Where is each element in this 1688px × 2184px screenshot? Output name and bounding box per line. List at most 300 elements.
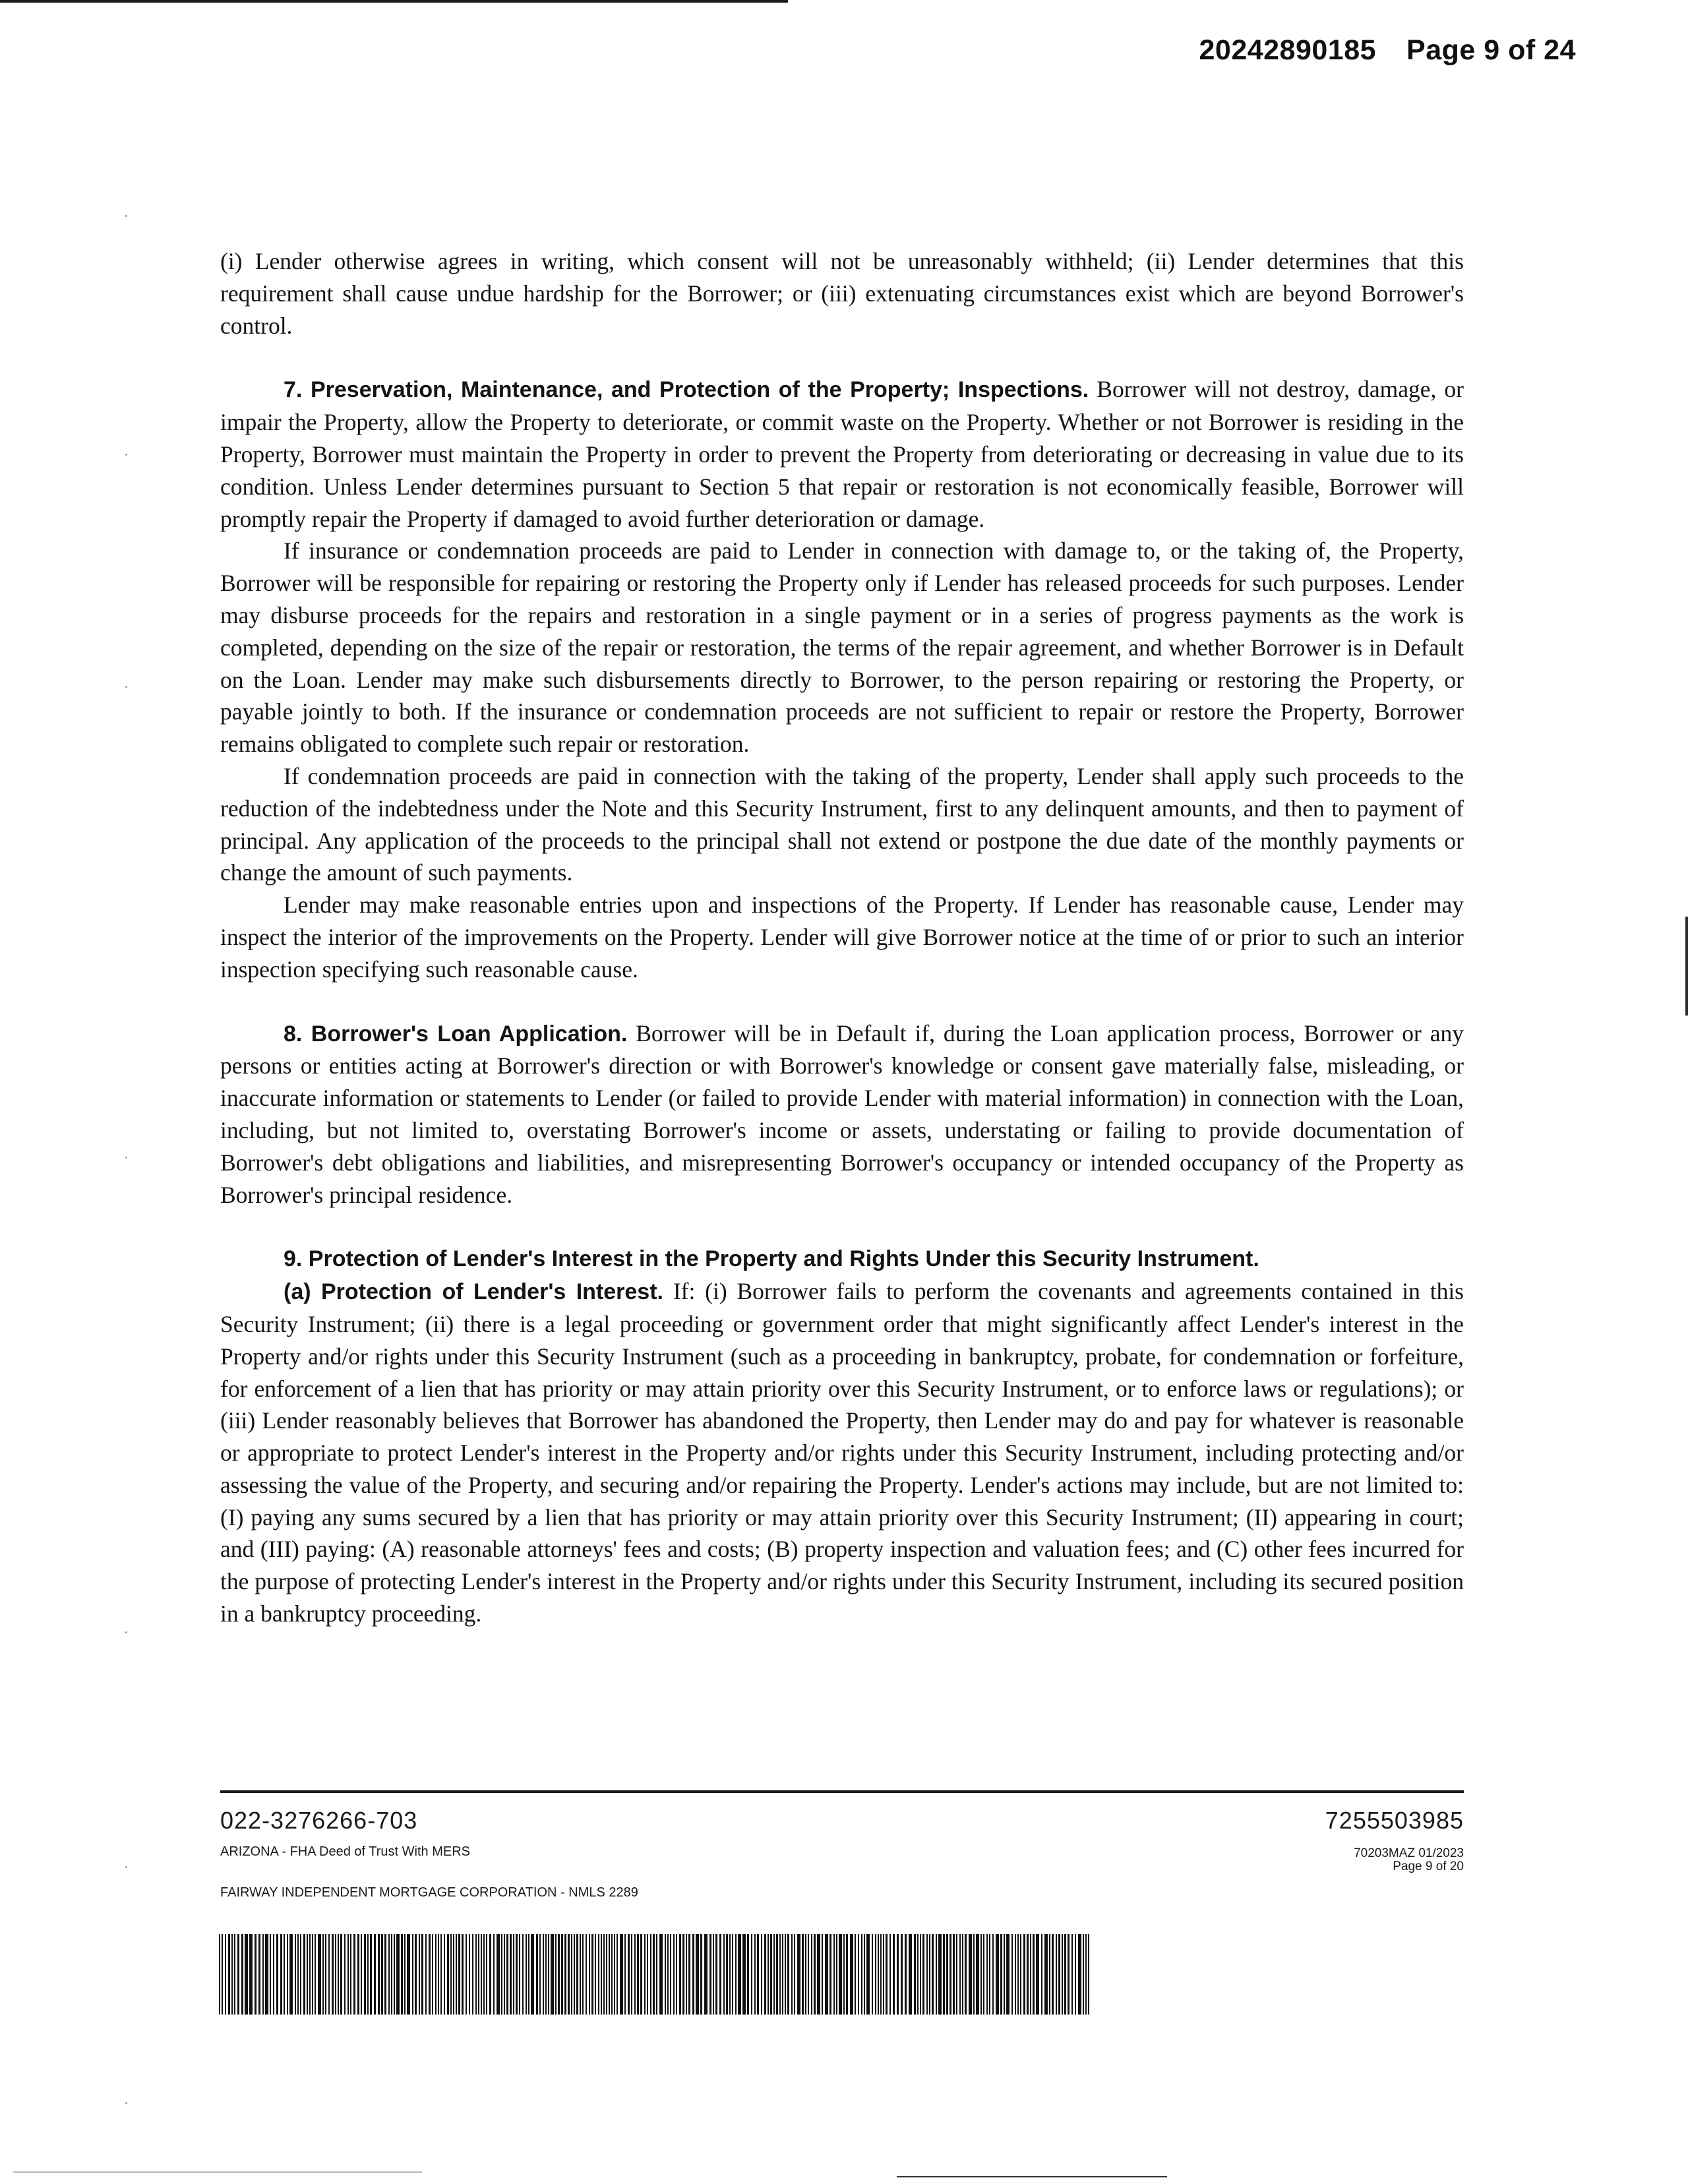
barcode-bar: [367, 1934, 369, 2015]
barcode-bar: [742, 1934, 746, 2015]
barcode-bar: [300, 1934, 301, 2015]
barcode-bar: [539, 1934, 541, 2015]
barcode-bar: [679, 1934, 681, 2015]
barcode-bar: [866, 1934, 870, 2015]
barcode-bar: [1044, 1934, 1048, 2015]
barcode-bar: [650, 1934, 651, 2015]
barcode-bar: [943, 1934, 945, 2015]
barcode-bar: [872, 1934, 873, 2015]
barcode-bar: [805, 1934, 806, 2015]
barcode-bar: [1027, 1934, 1029, 2015]
barcode-bar: [280, 1934, 282, 2015]
barcode-bar: [624, 1934, 626, 2015]
barcode-bar: [315, 1934, 316, 2015]
barcode-bar: [510, 1934, 512, 2015]
barcode-bar: [364, 1934, 366, 2015]
barcode-bar: [953, 1934, 955, 2015]
barcode-bar: [361, 1934, 362, 2015]
barcode-bar: [545, 1934, 547, 2015]
barcode-bar: [989, 1934, 990, 2015]
company-name: FAIRWAY INDEPENDENT MORTGAGE CORPORATION - NMLS 2289: [220, 1885, 638, 1900]
barcode-bar: [973, 1934, 975, 2015]
continued-paragraph: (i) Lender otherwise agrees in writing, which consent will not be unreasonably withheld; (ii) Lender determines that this requirement shall cause undue hardship for the Borrower; or (iii) extenuating circumstances exist which are beyond Borrower's control.: [220, 248, 1464, 339]
barcode-bar: [950, 1934, 951, 2015]
barcode-bar: [822, 1934, 823, 2015]
barcode-bar: [1036, 1934, 1039, 2015]
barcode-bar: [582, 1934, 584, 2015]
barcode-bar: [747, 1934, 749, 2015]
barcode-bar: [779, 1934, 781, 2015]
barcode-bar: [782, 1934, 783, 2015]
barcode-bar: [682, 1934, 684, 2015]
barcode-bar: [808, 1934, 809, 2015]
barcode-bar: [864, 1934, 865, 2015]
barcode-bar: [574, 1934, 575, 2015]
barcode-bar: [797, 1934, 800, 2015]
barcode-bar: [370, 1934, 372, 2015]
barcode-bar: [1075, 1934, 1076, 2015]
barcode-bar: [1030, 1934, 1031, 2015]
barcode-bar: [340, 1934, 342, 2015]
barcode-bar: [785, 1934, 786, 2015]
barcode-bar: [328, 1934, 330, 2015]
barcode-bar: [855, 1934, 856, 2015]
barcode-bar: [548, 1934, 549, 2015]
barcode-bar: [757, 1934, 759, 2015]
barcode-bar: [440, 1934, 442, 2015]
section-7-text-1: Borrower will not destroy, damage, or impair the Property, allow the Property to deteriorate, or commit waste on the Property. Whether or not Borrower is residing in the Property, Borrower must maintain the Property in order to prevent the Property from deteriorating or decreasing in value due to its condition. Unless Lender determines pursuant to Section 5 that repair or restoration is not economically feasible, Borrower will promptly repair the Property if damaged to avoid further deterioration or damage.: [220, 376, 1464, 532]
top-scan-rule: [0, 0, 788, 3]
barcode-bar: [914, 1934, 916, 2015]
barcode-bar: [415, 1934, 417, 2015]
barcode-bar: [754, 1934, 756, 2015]
form-page: Page 9 of 20: [1393, 1860, 1464, 1873]
barcode-bar: [338, 1934, 339, 2015]
barcode-bar: [568, 1934, 570, 2015]
barcode-bar: [312, 1934, 313, 2015]
barcode-bar: [222, 1934, 223, 2015]
barcode-bar: [729, 1934, 731, 2015]
barcode-bar: [811, 1934, 812, 2015]
barcode-bar: [920, 1934, 921, 2015]
barcode-bar: [598, 1934, 599, 2015]
barcode-bar: [611, 1934, 613, 2015]
section-7-paragraph-4: Lender may make reasonable entries upon and inspections of the Property. If Lender has reasonable cause, Lender may inspect the interior of the improvements on the Property. Lender will give Borrower notice at the time of or prior to such an interior inspection specifying such reasonable cause.: [220, 892, 1464, 983]
barcode-bar: [543, 1934, 544, 2015]
barcode-bar: [1058, 1934, 1060, 2015]
barcode-bar: [332, 1934, 334, 2015]
section-9-heading: 9. Protection of Lender's Interest in the Property and Rights Under this Security Instrument.: [284, 1246, 1259, 1272]
barcode-bar: [322, 1934, 324, 2015]
barcode-bar: [969, 1934, 972, 2015]
barcode-bar: [1078, 1934, 1081, 2015]
barcode-bar: [450, 1934, 452, 2015]
barcode-bar: [344, 1934, 346, 2015]
section-8-paragraph: [220, 1017, 1464, 1211]
barcode-bar: [522, 1934, 524, 2015]
barcode-bar: [458, 1934, 460, 2015]
section-9a-heading: (a) Protection of Lender's Interest.: [284, 1279, 663, 1305]
barcode-bar: [576, 1934, 578, 2015]
barcode-bar: [265, 1934, 268, 2015]
barcode-bar: [726, 1934, 728, 2015]
barcode-bar: [453, 1934, 454, 2015]
barcode-bar: [751, 1934, 752, 2015]
barcode-bar: [1083, 1934, 1084, 2015]
barcode-bar: [295, 1934, 296, 2015]
barcode-bar: [241, 1934, 243, 2015]
section-9-heading-line: [220, 1242, 1464, 1275]
barcode-bar: [262, 1934, 264, 2015]
barcode-bar: [493, 1934, 495, 2015]
barcode-bar: [1041, 1934, 1042, 2015]
barcode-bar: [644, 1934, 646, 2015]
barcode-bar: [1015, 1934, 1016, 2015]
barcode-bar: [901, 1934, 903, 2015]
barcode-bar: [419, 1934, 420, 2015]
barcode-bar: [829, 1934, 831, 2015]
barcode-bar: [483, 1934, 485, 2015]
barcode-bar: [421, 1934, 423, 2015]
barcode-bar: [938, 1934, 942, 2015]
barcode-bar: [1020, 1934, 1021, 2015]
barcode-bar: [962, 1934, 963, 2015]
barcode-bar: [394, 1934, 395, 2015]
barcode-bar: [764, 1934, 766, 2015]
barcode-bar: [528, 1934, 529, 2015]
barcode-bar: [378, 1934, 380, 2015]
barcode-bar: [893, 1934, 895, 2015]
barcode-bar: [555, 1934, 557, 2015]
barcode-bar: [335, 1934, 336, 2015]
barcode-bar: [825, 1934, 828, 2015]
barcode-bar: [225, 1934, 226, 2015]
barcode-bar: [647, 1934, 648, 2015]
barcode-bar: [719, 1934, 721, 2015]
barcode-bar: [237, 1934, 239, 2015]
barcode-bar: [839, 1934, 842, 2015]
barcode-bar: [880, 1934, 882, 2015]
barcode-bar: [1000, 1934, 1002, 2015]
barcode-bar: [1017, 1934, 1019, 2015]
section-7-paragraph-2: If insurance or condemnation proceeds are paid to Lender in connection with damage to, or the taking of, the Property, Borrower will be responsible for repairing or restoring the Property only if Lender has released proceeds for such purposes. Lender may disburse proceeds for the repairs and restoration in a single payment or in a series of progress payments as the work is completed, depending on the size of the repair or restoration, the terms of the repair agreement, and whether Borrower is in Default on the Loan. Lender may make such disbursements directly to Borrower, to the person repairing or restoring the Property, or payable jointly to both. If the insurance or condemnation proceeds are not sufficient to repair or restore the Property, Borrower remains obligated to complete such repair or restoration.: [220, 537, 1464, 758]
barcode-bar: [773, 1934, 775, 2015]
barcode-bar: [1033, 1934, 1035, 2015]
barcode-bar: [886, 1934, 888, 2015]
barcode-bar: [976, 1934, 979, 2015]
barcode-bar: [497, 1934, 500, 2015]
section-7-heading: 7. Preservation, Maintenance, and Protection of the Property; Inspections.: [284, 377, 1089, 403]
barcode-bar: [586, 1934, 587, 2015]
barcode-bar: [1071, 1934, 1073, 2015]
barcode-bar: [429, 1934, 431, 2015]
barcode-bar: [696, 1934, 699, 2015]
margin-speck: [125, 1866, 127, 1868]
barcode-bar: [347, 1934, 349, 2015]
barcode-bar: [704, 1934, 708, 2015]
loan-number: 022-3276266-703: [220, 1807, 418, 1834]
barcode-bar: [284, 1934, 285, 2015]
barcode-bar: [628, 1934, 630, 2015]
barcode-bar: [456, 1934, 457, 2015]
barcode-bar: [983, 1934, 984, 2015]
barcode-bar: [401, 1934, 403, 2015]
barcode-bar: [388, 1934, 390, 2015]
margin-speck: [125, 1631, 127, 1633]
barcode-bar: [850, 1934, 853, 2015]
barcode-bar: [861, 1934, 862, 2015]
barcode-bar: [303, 1934, 305, 2015]
barcode-bar: [606, 1934, 607, 2015]
barcode-bar: [1006, 1934, 1010, 2015]
barcode-bar: [637, 1934, 639, 2015]
barcode-bar: [814, 1934, 816, 2015]
section-9a-text: If: (i) Borrower fails to perform the covenants and agreements contained in this Security Instrument; (ii) there is a legal proceeding or government order that might significantly affect Lender's interest in the Property and/or rights under this Security Instrument (such as a proceeding in bankruptcy, probate, for condemnation or forfeiture, for enforcement of a lien that has priority or may attain priority over this Security Instrument, or to enforce laws or regulations); or (iii) Lender reasonably believes that Borrower has abandoned the Property, then Lender may do and pay for whatever is reasonable or appropriate to protect Lender's interest in the Property and/or rights under this Security Instrument, including protecting and/or assessing the value of the Property, and securing and/or repairing the Property. Lender's actions may include, but are not limited to: (I) paying any sums secured by a lien that has priority or may attain priority over this Security Instrument; (II) appearing in court; and (III) paying: (A) reasonable attorneys' fees and costs; (B) property inspection and valuation fees; and (C) other fees incurred for the purpose of protecting Lender's interest in the Property and/or rights under this Security Instrument, including its secured position in a bankruptcy proceeding.: [220, 1278, 1464, 1627]
barcode-bar: [761, 1934, 762, 2015]
barcode-bar: [1056, 1934, 1057, 2015]
barcode-bar: [384, 1934, 386, 2015]
section-7-paragraph-3: If condemnation proceeds are paid in connection with the taking of the property, Lender shall apply such proceeds to the reduction of the indebtedness under the Note and this Security Instrument, first to any delinquent amounts, and then to payment of principal. Any application of the proceeds to the principal shall not extend or postpone the due date of the monthly payments or change the amount of such payments.: [220, 762, 1464, 886]
barcode-bar: [270, 1934, 271, 2015]
form-code-block: [1354, 1847, 1464, 1873]
document-body: [220, 245, 1464, 1630]
barcode-bar: [634, 1934, 636, 2015]
barcode-bar: [595, 1934, 596, 2015]
barcode-bar: [276, 1934, 278, 2015]
barcode-bar: [732, 1934, 733, 2015]
barcode-bar: [770, 1934, 772, 2015]
barcode-bar: [307, 1934, 308, 2015]
bottom-scan-rule: [897, 2176, 1167, 2177]
barcode-bar: [959, 1934, 961, 2015]
barcode-bar: [1052, 1934, 1054, 2015]
barcode-bar: [309, 1934, 311, 2015]
barcode-bar: [536, 1934, 538, 2015]
barcode-bar: [878, 1934, 879, 2015]
barcode-bar: [875, 1934, 876, 2015]
barcode-bar: [802, 1934, 804, 2015]
barcode-bar: [1011, 1934, 1013, 2015]
barcode-bar: [435, 1934, 437, 2015]
barcode-bar: [531, 1934, 534, 2015]
barcode-bar: [817, 1934, 820, 2015]
barcode-bar: [438, 1934, 439, 2015]
barcode-bar: [325, 1934, 326, 2015]
barcode-bar: [980, 1934, 982, 2015]
barcode-bar: [228, 1934, 230, 2015]
section-7-paragraph-1: [220, 373, 1464, 535]
barcode-bar: [231, 1934, 233, 2015]
barcode-bar: [273, 1934, 274, 2015]
barcode-bar: [614, 1934, 615, 2015]
barcode-bar: [673, 1934, 675, 2015]
barcode-bar: [883, 1934, 884, 2015]
barcode-bar: [462, 1934, 464, 2015]
barcode-bar: [249, 1934, 253, 2015]
barcode-bar: [571, 1934, 572, 2015]
barcode-bar: [965, 1934, 967, 2015]
margin-speck: [125, 2102, 127, 2104]
barcode-bar: [1062, 1934, 1063, 2015]
barcode-bar: [219, 1934, 220, 2015]
barcode-bar: [715, 1934, 717, 2015]
margin-speck: [125, 215, 127, 217]
barcode-bar: [506, 1934, 508, 2015]
margin-speck: [125, 1157, 127, 1159]
barcode-bar: [1064, 1934, 1066, 2015]
barcode-bar: [768, 1934, 769, 2015]
barcode-bar: [936, 1934, 937, 2015]
barcode-bar: [501, 1934, 502, 2015]
barcode-bar: [432, 1934, 433, 2015]
form-code: 70203MAZ 01/2023: [1354, 1846, 1464, 1860]
barcode-bar: [833, 1934, 835, 2015]
barcode-bar: [287, 1934, 288, 2015]
barcode-bar: [551, 1934, 554, 2015]
barcode-bar: [926, 1934, 928, 2015]
barcode-bar: [469, 1934, 470, 2015]
barcode-bar: [692, 1934, 694, 2015]
section-8-heading: 8. Borrower's Loan Application.: [284, 1021, 628, 1046]
margin-speck: [125, 454, 127, 456]
barcode-bar: [1085, 1934, 1087, 2015]
bottom-scan-rule: [13, 2171, 422, 2173]
barcode-bar: [519, 1934, 520, 2015]
barcode-bar: [444, 1934, 445, 2015]
barcode-bar: [791, 1934, 793, 2015]
barcode-bar: [992, 1934, 994, 2015]
barcode-bar: [234, 1934, 235, 2015]
barcode-bar: [391, 1934, 392, 2015]
barcode-bar: [670, 1934, 671, 2015]
barcode-bar: [601, 1934, 602, 2015]
barcode-bar: [917, 1934, 919, 2015]
barcode-bar: [472, 1934, 473, 2015]
barcode-bar: [289, 1934, 293, 2015]
barcode-bar: [374, 1934, 376, 2015]
barcode-bar: [561, 1934, 563, 2015]
barcode-bar: [946, 1934, 948, 2015]
margin-speck: [125, 686, 127, 688]
barcode-bar: [486, 1934, 487, 2015]
barcode-bar: [396, 1934, 400, 2015]
barcode-bar: [631, 1934, 632, 2015]
barcode-bar: [905, 1934, 907, 2015]
scan-edge-mark: [1685, 917, 1688, 1016]
recording-number: 20242890185: [1199, 34, 1377, 66]
barcode-bar: [589, 1934, 590, 2015]
barcode-bar: [258, 1934, 260, 2015]
section-8-text: Borrower will be in Default if, during the Loan application process, Borrower or any persons or entities acting at Borrower's direction or with Borrower's knowledge or consent gave materially false, misleading, or inaccurate information or statements to Lender (or failed to provide Lender with material information) in connection with the Loan, including, but not limited to, overstating Borrower's income or assets, understating or failing to provide documentation of Borrower's debt obligations and liabilities, and misrepresenting Borrower's occupancy or intended occupancy of the Property as Borrower's principal residence.: [220, 1019, 1464, 1208]
barcode-bar: [922, 1934, 924, 2015]
barcode-bar: [580, 1934, 581, 2015]
barcode-bar: [1049, 1934, 1050, 2015]
barcode-bar: [516, 1934, 518, 2015]
barcode-bar: [350, 1934, 351, 2015]
barcode-bar: [564, 1934, 566, 2015]
barcode-bar: [686, 1934, 687, 2015]
barcode-bar: [1068, 1934, 1070, 2015]
barcode-bar: [255, 1934, 256, 2015]
barcode-bar: [735, 1934, 737, 2015]
barcode-bar: [504, 1934, 505, 2015]
barcode-bar: [676, 1934, 677, 2015]
barcode-bar: [489, 1934, 491, 2015]
barcode-bar: [357, 1934, 359, 2015]
barcode-bar: [794, 1934, 795, 2015]
barcode-bar: [659, 1934, 663, 2015]
barcode-bar: [404, 1934, 406, 2015]
barcode-bar: [1023, 1934, 1025, 2015]
barcode-bar: [667, 1934, 669, 2015]
barcode-bar: [909, 1934, 912, 2015]
barcode-bar: [986, 1934, 988, 2015]
recording-page: Page 9 of 24: [1406, 34, 1576, 66]
barcode-bar: [407, 1934, 410, 2015]
barcode-bar: [843, 1934, 845, 2015]
barcode-bar: [609, 1934, 610, 2015]
barcode-bar: [709, 1934, 711, 2015]
barcode-bar: [478, 1934, 479, 2015]
barcode-bar: [412, 1934, 413, 2015]
barcode-bar: [996, 1934, 999, 2015]
barcode-bar: [526, 1934, 527, 2015]
barcode-bar: [932, 1934, 934, 2015]
barcode-bar: [617, 1934, 618, 2015]
barcode-bar: [466, 1934, 467, 2015]
barcode-bar: [723, 1934, 725, 2015]
section-9a-paragraph: [220, 1275, 1464, 1630]
barcode-bar: [713, 1934, 714, 2015]
barcode-bar: [425, 1934, 427, 2015]
barcode-bar: [846, 1934, 848, 2015]
barcode-bar: [836, 1934, 837, 2015]
barcode-bar: [700, 1934, 702, 2015]
recording-header: [1199, 34, 1576, 67]
barcode-bar: [513, 1934, 514, 2015]
barcode-bar: [620, 1934, 623, 2015]
barcode-bar: [558, 1934, 560, 2015]
barcode-bar: [665, 1934, 666, 2015]
barcode-bar: [653, 1934, 655, 2015]
barcode-bar: [1088, 1934, 1089, 2015]
barcode-bar: [640, 1934, 642, 2015]
barcode-bar: [591, 1934, 593, 2015]
barcode-bar: [297, 1934, 299, 2015]
barcode-bar: [381, 1934, 383, 2015]
barcode-bar: [889, 1934, 891, 2015]
barcode-bar: [956, 1934, 957, 2015]
barcode-bar: [688, 1934, 690, 2015]
barcode-bar: [475, 1934, 477, 2015]
case-number: 7255503985: [1325, 1807, 1464, 1834]
barcode-bar: [897, 1934, 899, 2015]
barcode-bar: [787, 1934, 789, 2015]
barcode-bar: [603, 1934, 605, 2015]
barcode-bar: [656, 1934, 657, 2015]
barcode-bar: [245, 1934, 248, 2015]
barcode-image: [218, 1934, 1092, 2015]
barcode-bar: [929, 1934, 930, 2015]
form-name: ARIZONA - FHA Deed of Trust With MERS: [220, 1844, 470, 1859]
barcode-bar: [353, 1934, 355, 2015]
barcode-bar: [776, 1934, 778, 2015]
barcode-bar: [738, 1934, 741, 2015]
barcode-bar: [858, 1934, 859, 2015]
barcode-bar: [318, 1934, 321, 2015]
footer-rule: [220, 1790, 1464, 1793]
barcode-bar: [1004, 1934, 1005, 2015]
